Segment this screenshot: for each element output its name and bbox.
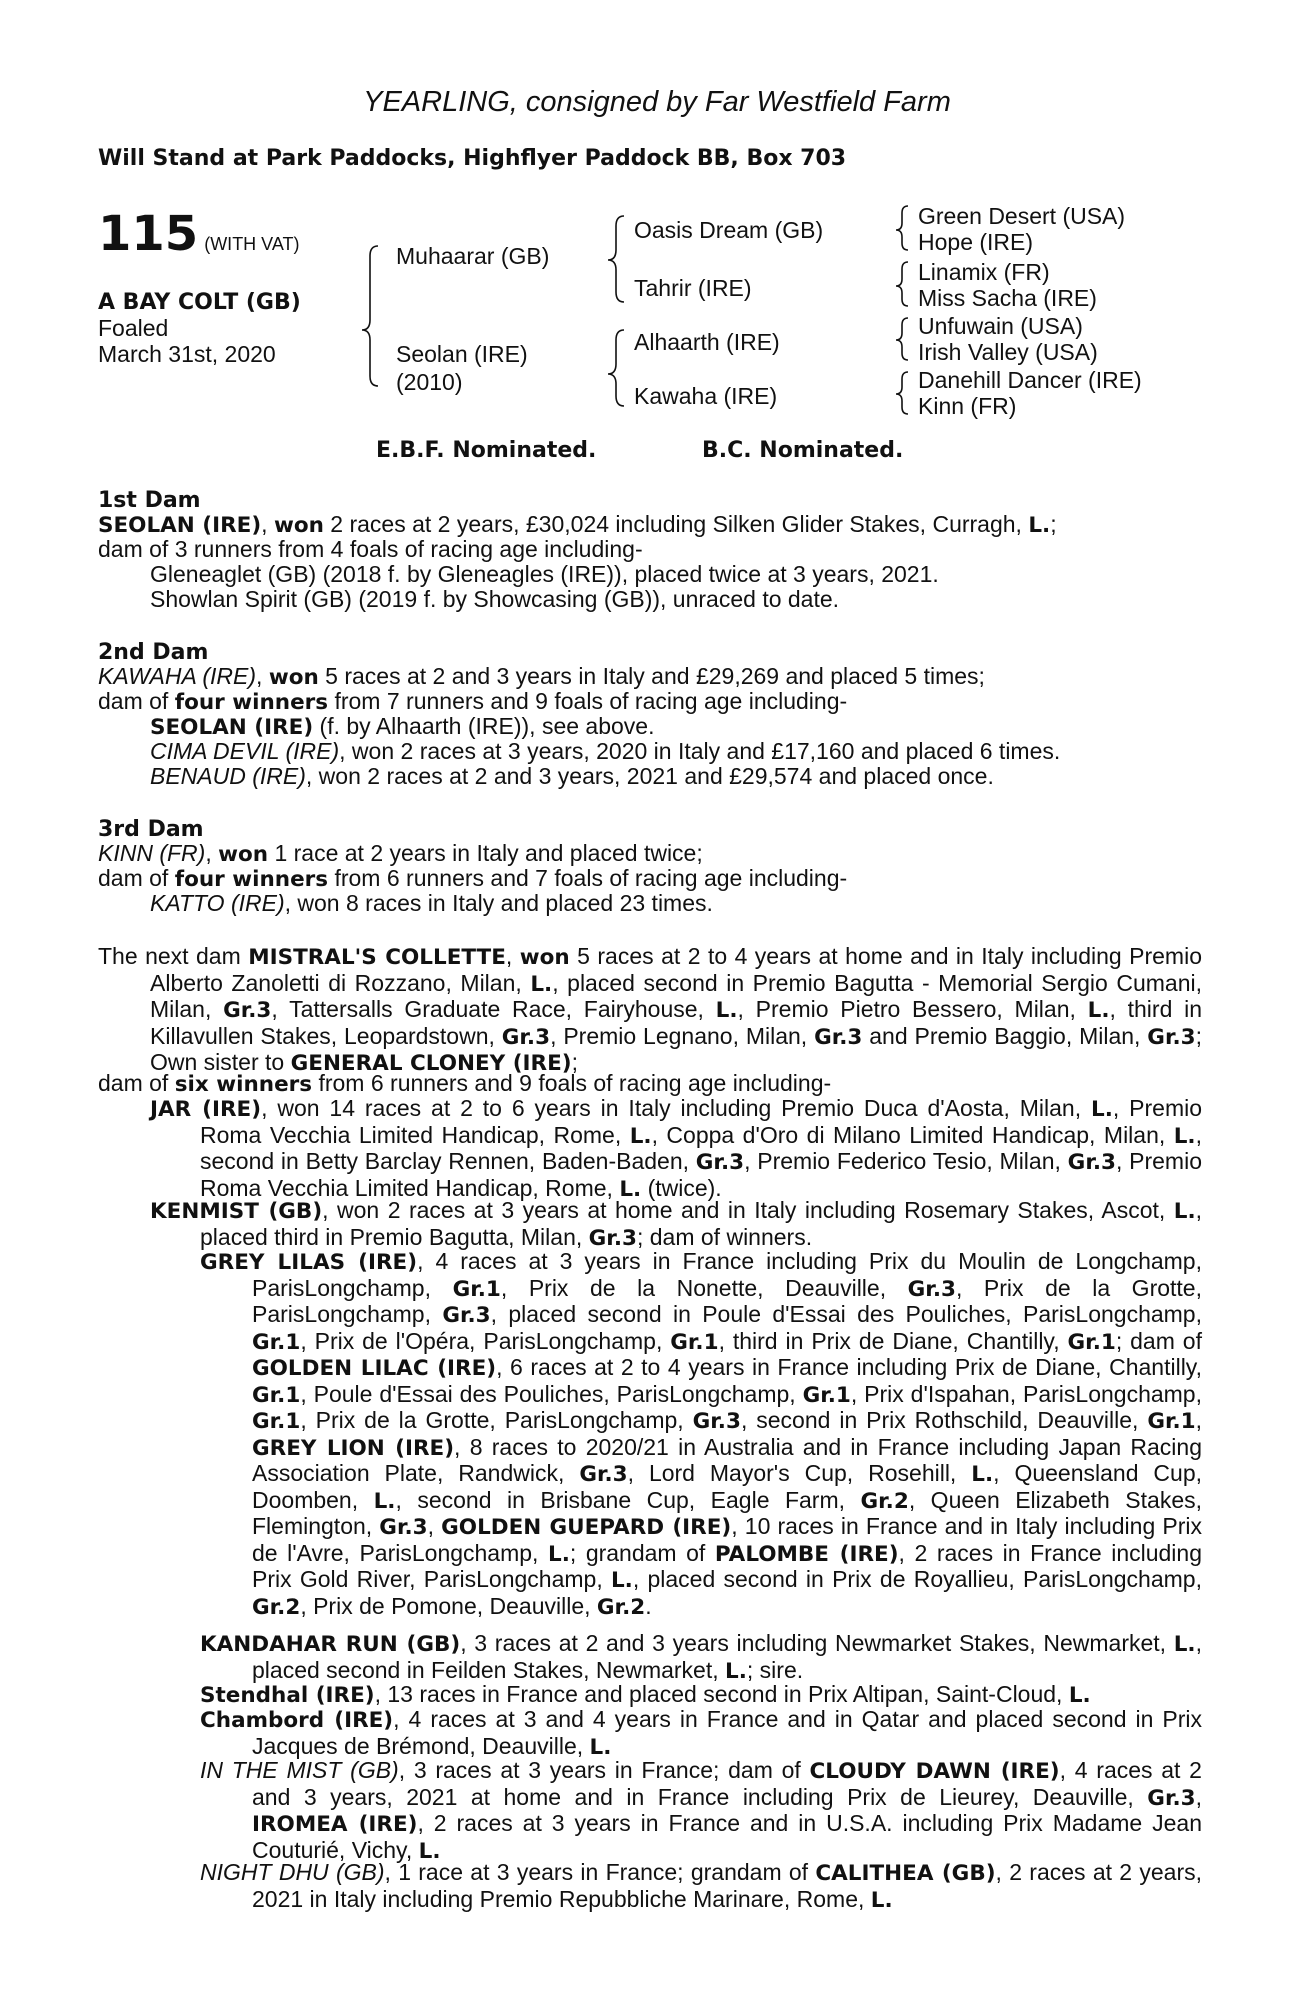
entry-text: , 6 races at 2 to 4 years in France including Prix de Diane, Chantilly, <box>496 1354 1202 1380</box>
next-dam-dam-of: dam of <box>98 1070 175 1096</box>
entry-text: , <box>1195 1407 1203 1433</box>
next-dam-winners: six winners <box>174 1072 313 1097</box>
entry-text: , 4 races at 3 years in France including Prix du Moulin de Longchamp, ParisLongchamp, <box>252 1248 1202 1301</box>
group-label: Gr.1 <box>802 1382 851 1408</box>
entry-text: , Coppa d'Oro di Milano Limited Handicap, Milan, <box>651 1121 1174 1148</box>
entry-text: , second in Prix Rothschild, Deauville, <box>740 1407 1148 1433</box>
listed-label: L. <box>589 1734 612 1760</box>
vat-label: (WITH VAT) <box>204 234 300 254</box>
second-dam-progeny-1 <box>150 714 655 741</box>
listed-label: L. <box>610 1568 633 1593</box>
third-dam-name: KINN (FR) <box>98 840 206 866</box>
entry-text: , 2 races at 3 years in France and in U.S.A. including Prix Madame Jean Couturié, Vichy, <box>252 1810 1202 1863</box>
entry-text: , Premio Federico Tesio, Milan, <box>744 1148 1068 1174</box>
group-label: Gr.3 <box>814 1024 863 1050</box>
entry-text: ; sire. <box>746 1656 804 1683</box>
great-grandparent-8: Kinn (FR) <box>918 393 1017 419</box>
third-dam-progeny-1-text: , won 8 races in Italy and placed 23 times. <box>284 890 713 916</box>
entry-text: , placed second in Prix de Royallieu, ParisLongchamp, <box>632 1566 1202 1592</box>
group-label: Gr.3 <box>695 1150 745 1175</box>
grey-lilas-name: GREY LILAS (IRE) <box>200 1250 418 1275</box>
third-dam-text: 1 race at 2 years in Italy and placed twice; <box>268 840 703 866</box>
second-dam-won: won <box>268 665 319 690</box>
entry-text: , 2 races at 2 years, 2021 in Italy including Premio Repubbliche Marinare, Rome, <box>252 1859 1202 1912</box>
group-label: Gr.3 <box>907 1276 956 1302</box>
jar-name: JAR (IRE) <box>150 1097 262 1122</box>
listed-label: L. <box>1173 1199 1196 1224</box>
night-dhu-name: NIGHT DHU (GB) <box>200 1859 385 1885</box>
second-dam-progeny-3 <box>150 764 994 790</box>
group-label: Gr.3 <box>1067 1150 1116 1175</box>
entry-text: , Queen Elizabeth Stakes, Flemington, <box>252 1486 1203 1539</box>
group-label: Gr.3 <box>1147 1024 1196 1050</box>
next-dam-text: ; <box>571 1049 579 1075</box>
stendhal-entry <box>200 1682 1202 1709</box>
group-label: Gr.3 <box>442 1303 491 1328</box>
next-dam-text: , Tattersalls Graduate Race, Fairyhouse, <box>271 996 716 1022</box>
entry-text: , placed third in Premio Bagutta, Milan, <box>200 1197 1203 1250</box>
second-dam-produce <box>98 689 847 716</box>
foaled-label: Foaled <box>98 315 169 341</box>
entry-text: , Prix d'Ispahan, ParisLongchamp, <box>850 1380 1202 1407</box>
entry-text: , second in Betty Barclay Rennen, Baden-Baden, <box>200 1121 1202 1174</box>
great-grandparent-4: Miss Sacha (IRE) <box>918 285 1097 311</box>
first-dam-listed: L. <box>1028 513 1051 538</box>
second-dam-dam-of: dam of <box>98 688 175 714</box>
second-dam-progeny-2-name: CIMA DEVIL (IRE) <box>150 738 340 764</box>
group-label: Gr.1 <box>1067 1329 1116 1355</box>
entry-text: , 3 races at 2 and 3 years including Newmarket Stakes, Newmarket, <box>460 1630 1174 1656</box>
bc-nominated: B.C. Nominated. <box>702 438 904 463</box>
next-dam-text: ; Own sister to <box>150 1022 1202 1075</box>
dam: Seolan (IRE) <box>396 341 528 367</box>
second-dam-text: 5 races at 2 and 3 years in Italy and £29,269 and placed 5 times; <box>318 663 985 689</box>
first-dam-name: SEOLAN (IRE) <box>98 513 262 538</box>
second-dam-winners: four winners <box>174 690 329 715</box>
listed-label: L. <box>725 1658 747 1684</box>
sire-dam: Tahrir (IRE) <box>634 275 752 301</box>
chambord-entry <box>200 1707 1202 1760</box>
next-dam-name: MISTRAL'S COLLETTE <box>248 945 506 970</box>
entry-text: , 1 race at 3 years in France; grandam of <box>384 1859 816 1885</box>
listed-label: L. <box>1087 998 1110 1023</box>
second-dam-progeny-3-text: , won 2 races at 2 and 3 years, 2021 and £29,574 and placed once. <box>305 763 994 789</box>
second-dam-progeny-2 <box>150 739 1060 765</box>
entry-text: , Queensland Cup, Doomben, <box>252 1460 1203 1513</box>
dam-year: (2010) <box>396 369 463 395</box>
third-dam-produce <box>98 866 847 893</box>
next-dam-text: , third in Killavullen Stakes, Leopardstown, <box>150 996 1202 1049</box>
third-dam-heading: 3rd Dam <box>98 817 204 842</box>
great-grandparent-3: Linamix (FR) <box>918 259 1050 285</box>
first-dam-produce: dam of 3 runners from 4 foals of racing age including- <box>98 536 643 562</box>
entry-text: , <box>427 1513 442 1539</box>
group-label: Gr.2 <box>860 1488 909 1514</box>
calithea-name: CALITHEA (GB) <box>815 1861 996 1886</box>
entry-text: , placed second in Poule d'Essai des Pouliches, ParisLongchamp, <box>490 1301 1202 1327</box>
entry-text: , third in Prix de Diane, Chantilly, <box>718 1327 1068 1354</box>
entry-text: ; dam of <box>1115 1327 1202 1354</box>
listed-label: L. <box>1091 1097 1113 1122</box>
entry-text: ; dam of winners. <box>636 1223 813 1250</box>
entry-text: , Premio Roma Vecchia Limited Handicap, Rome, <box>200 1148 1202 1201</box>
entry-text: , Prix de la Nonette, Deauville, <box>500 1274 908 1301</box>
group-label: Gr.1 <box>252 1409 301 1434</box>
next-dam-intro: The next dam <box>98 943 249 969</box>
first-dam-won: won <box>273 513 324 538</box>
listed-label: L. <box>619 1176 642 1202</box>
next-dam-text: , Premio Pietro Bessero, Milan, <box>737 996 1088 1022</box>
entry-text: , placed second in Feilden Stakes, Newmarket, <box>252 1630 1202 1683</box>
second-dam-progeny-3-name: BENAUD (IRE) <box>150 763 306 789</box>
golden-lilac-name: GOLDEN LILAC (IRE) <box>252 1356 497 1381</box>
entry-text: , Poule d'Essai des Pouliches, ParisLongchamp, <box>300 1380 803 1407</box>
entry-text: , 13 races in France and placed second in Prix Altipan, Saint-Cloud, <box>374 1681 1069 1707</box>
group-label: Gr.3 <box>588 1225 637 1251</box>
group-label: Gr.2 <box>252 1594 301 1620</box>
first-dam-text-end: ; <box>1050 511 1057 537</box>
entry-text: , 2 races in France including Prix Gold River, ParisLongchamp, <box>252 1539 1203 1592</box>
group-label: Gr.3 <box>379 1515 428 1540</box>
grey-lion-name: GREY LION (IRE) <box>252 1435 455 1461</box>
kenmist-name: KENMIST (GB) <box>150 1199 323 1224</box>
stendhal-name: Stendhal (IRE) <box>200 1683 375 1708</box>
kandahar-run-name: KANDAHAR RUN (GB) <box>200 1632 461 1657</box>
next-dam-won: won <box>519 945 570 970</box>
first-dam-line: SEOLAN (IRE), won 2 races at 2 years, £30,024 including Silken Glider Stakes, Curragh, L.; <box>98 511 1057 538</box>
own-sister-name: GENERAL CLONEY (IRE) <box>290 1051 572 1076</box>
third-dam-won: won <box>218 842 269 867</box>
chambord-name: Chambord (IRE) <box>200 1708 394 1733</box>
group-label: Gr.2 <box>596 1594 646 1620</box>
listed-label: L. <box>715 998 738 1023</box>
group-label: Gr.3 <box>579 1462 628 1487</box>
listed-label: L. <box>373 1488 396 1514</box>
third-dam-progeny-1 <box>150 891 713 917</box>
in-the-mist-name: IN THE MIST (GB) <box>200 1757 399 1783</box>
listed-label: L. <box>870 1887 893 1913</box>
first-dam-progeny-1: Gleneaglet (GB) (2018 f. by Gleneagles (IRE)), placed twice at 3 years, 2021. <box>150 561 939 587</box>
kandahar-run-entry <box>200 1631 1202 1684</box>
grey-lilas-entry <box>200 1249 1202 1620</box>
next-dam-text: and Premio Baggio, Milan, <box>862 1022 1148 1049</box>
listed-label: L. <box>1173 1632 1196 1657</box>
entry-text: , Lord Mayor's Cup, Rosehill, <box>627 1460 972 1486</box>
kenmist-entry <box>150 1198 1202 1251</box>
entry-text: , 4 races at 2 and 3 years, 2021 at home and in France including Prix de Lieurey, Deauville, <box>252 1757 1202 1810</box>
third-dam-dam-of: dam of <box>98 865 175 891</box>
in-the-mist-entry <box>200 1758 1202 1864</box>
palombe-name: PALOMBE (IRE) <box>714 1541 899 1567</box>
listed-label: L. <box>1068 1683 1091 1708</box>
first-dam-heading: 1st Dam <box>98 488 201 513</box>
group-label: Gr.1 <box>1147 1409 1196 1434</box>
second-dam-line: KAWAHA (IRE), won 5 races at 2 and 3 years in Italy and £29,269 and placed 5 times; <box>98 663 985 690</box>
great-grandparent-5: Unfuwain (USA) <box>918 313 1083 339</box>
great-grandparent-1: Green Desert (USA) <box>918 203 1126 229</box>
second-dam-progeny-1-text: (f. by Alhaarth (IRE)), see above. <box>313 713 655 739</box>
sire: Muhaarar (GB) <box>396 243 550 269</box>
horse-description: A BAY COLT (GB) <box>98 290 301 315</box>
stand-location: Will Stand at Park Paddocks, Highflyer Paddock BB, Box 703 <box>98 146 847 171</box>
second-dam-progeny-2-text: , won 2 races at 3 years, 2020 in Italy and £17,160 and placed 6 times. <box>339 738 1061 764</box>
dam-sire: Alhaarth (IRE) <box>634 329 780 355</box>
group-label: Gr.1 <box>252 1329 301 1355</box>
listed-label: L. <box>548 1541 570 1567</box>
jar-entry <box>150 1096 1202 1202</box>
entry-text: , Premio Roma Vecchia Limited Handicap, Rome, <box>200 1095 1203 1148</box>
entry-text: , won 2 races at 3 years at home and in Italy including Rosemary Stakes, Ascot, <box>322 1197 1174 1223</box>
group-label: Gr.1 <box>252 1382 301 1408</box>
cloudy-dawn-name: CLOUDY DAWN (IRE) <box>809 1759 1060 1784</box>
golden-guepard-name: GOLDEN GUEPARD (IRE) <box>441 1515 732 1540</box>
great-grandparent-7: Danehill Dancer (IRE) <box>918 367 1142 393</box>
great-grandparent-2: Hope (IRE) <box>918 229 1034 255</box>
entry-text: , 8 races to 2020/21 in Australia and in France including Japan Racing Association Plate, Randwick, <box>252 1433 1202 1486</box>
group-label: Gr.3 <box>501 1024 551 1050</box>
entry-text: , Prix de Pomone, Deauville, <box>300 1592 597 1619</box>
entry-text: , won 14 races at 2 to 6 years in Italy including Premio Duca d'Aosta, Milan, <box>261 1095 1091 1121</box>
group-label: Gr.1 <box>452 1276 501 1302</box>
sire-sire: Oasis Dream (GB) <box>634 217 824 243</box>
listed-label: L. <box>530 971 553 997</box>
second-dam-heading: 2nd Dam <box>98 640 209 665</box>
second-dam-produce-text: from 7 runners and 9 foals of racing age including- <box>328 688 848 714</box>
first-dam-text: 2 races at 2 years, £30,024 including Silken Glider Stakes, Curragh, <box>323 511 1029 537</box>
night-dhu-entry <box>200 1860 1202 1913</box>
iromea-name: IROMEA (IRE) <box>252 1812 418 1837</box>
entry-text: , 10 races in France and in Italy including Prix de l'Avre, ParisLongchamp, <box>252 1513 1202 1566</box>
third-dam-winners: four winners <box>174 867 329 892</box>
group-label: Gr.3 <box>692 1409 741 1434</box>
entry-text: , second in Brisbane Cup, Eagle Farm, <box>395 1486 861 1513</box>
entry-text: , 3 races at 3 years in France; dam of <box>398 1757 810 1783</box>
third-dam-produce-text: from 6 runners and 7 foals of racing age including- <box>328 865 848 891</box>
listed-label: L. <box>629 1123 652 1149</box>
first-dam-progeny-2: Showlan Spirit (GB) (2019 f. by Showcasing (GB)), unraced to date. <box>150 586 840 612</box>
third-dam-progeny-1-name: KATTO (IRE) <box>150 890 285 916</box>
listed-label: L. <box>971 1462 994 1487</box>
entry-text: , <box>1195 1783 1202 1810</box>
entry-text: , Prix de la Grotte, ParisLongchamp, <box>300 1407 693 1433</box>
foaled-date: March 31st, 2020 <box>98 341 276 367</box>
group-label: Gr.3 <box>1147 1785 1196 1811</box>
next-dam-text: , placed second in Premio Bagutta - Memorial Sergio Cumani, Milan, <box>150 969 1202 1022</box>
entry-text: ; grandam of <box>569 1539 715 1566</box>
next-dam-produce <box>98 1071 831 1098</box>
next-dam-text: , Premio Legnano, Milan, <box>550 1022 815 1049</box>
listed-label: L. <box>1173 1123 1196 1149</box>
next-dam-text: 5 races at 2 to 4 years at home and in Italy including Premio Alberto Zanoletti di Rozzano, Milan, <box>150 943 1202 996</box>
entry-text: , Prix de l'Opéra, ParisLongchamp, <box>300 1327 671 1354</box>
dam-dam: Kawaha (IRE) <box>634 383 778 409</box>
next-dam-paragraph: The next dam MISTRAL'S COLLETTE, won 5 races at 2 to 4 years at home and in Italy including Premio Alberto Zanoletti di Rozzano, Milan, L., placed second in Premio Bagutta - Memorial Sergio Cumani, Milan, Gr.3, Tattersalls Graduate Race, Fairyhouse, L., Premio Pietro Bessero, Milan, L., third in Killavullen Stakes, Leopardstown, Gr.3, Premio Legnano, Milan, Gr.3 and Premio Baggio, Milan, Gr.3; Own sister to GENERAL CLONEY (IRE); <box>98 943 1202 1076</box>
entry-text: , Prix de la Grotte, ParisLongchamp, <box>252 1274 1202 1327</box>
group-label: Gr.1 <box>670 1329 719 1355</box>
second-dam-progeny-1-name: SEOLAN (IRE) <box>150 715 314 740</box>
page-title: YEARLING, consigned by Far Westfield Farm <box>363 86 951 118</box>
ebf-nominated: E.B.F. Nominated. <box>376 438 597 463</box>
entry-text: . <box>645 1592 652 1619</box>
great-grandparent-6: Irish Valley (USA) <box>918 339 1098 365</box>
next-dam-produce-text: from 6 runners and 9 foals of racing age including- <box>312 1070 832 1096</box>
lot-number-value: 115 <box>98 206 199 262</box>
entry-text: (twice). <box>641 1174 722 1201</box>
third-dam-line: KINN (FR), won 1 race at 2 years in Italy and placed twice; <box>98 840 703 867</box>
entry-text: , 4 races at 3 and 4 years in France and in Qatar and placed second in Prix Jacques de Brémond, Deauville, <box>252 1706 1202 1759</box>
listed-label: L. <box>418 1838 441 1864</box>
group-label: Gr.3 <box>223 998 272 1023</box>
second-dam-name: KAWAHA (IRE) <box>98 663 257 689</box>
